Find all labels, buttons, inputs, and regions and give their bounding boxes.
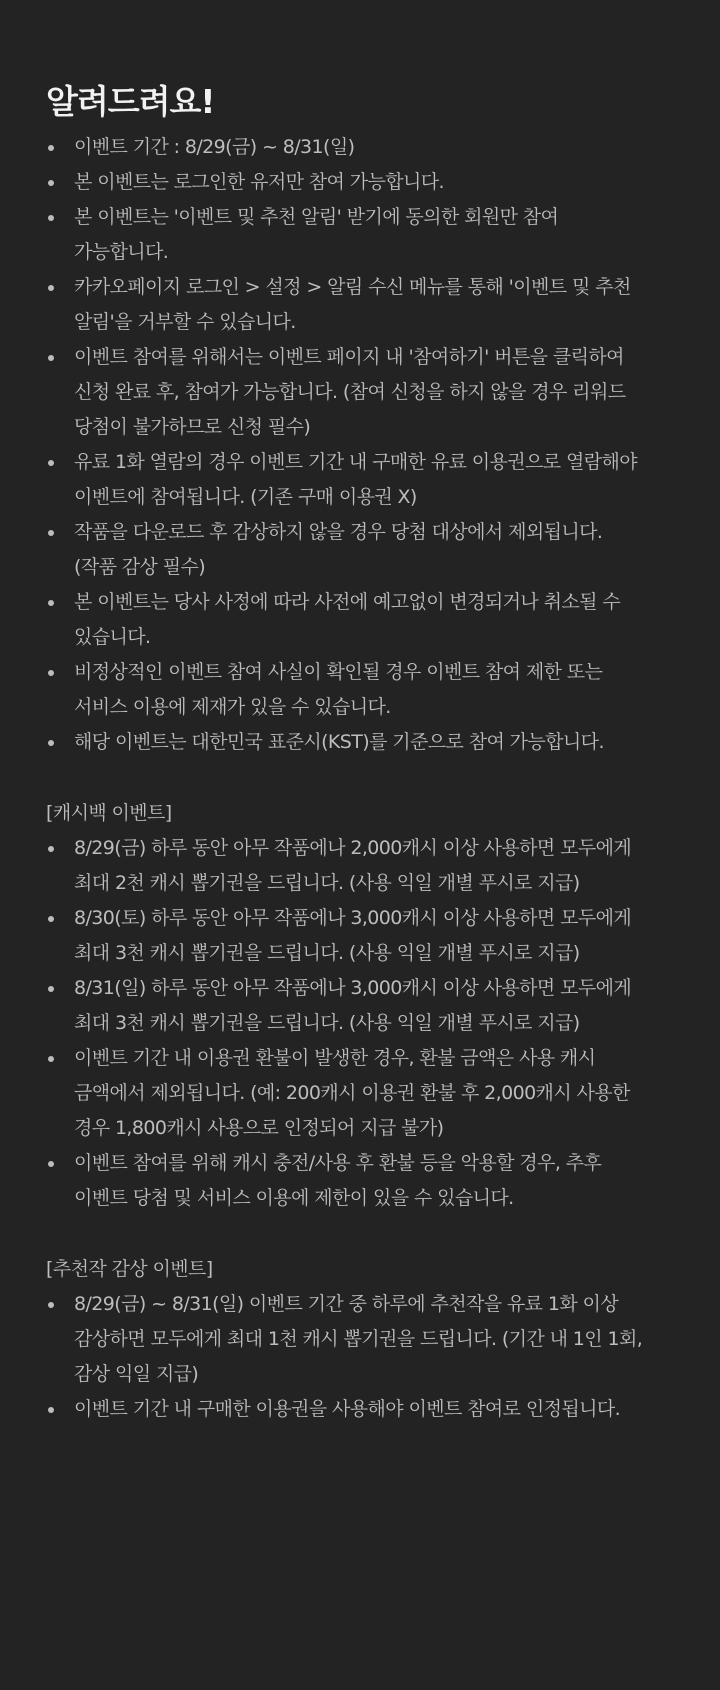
list-item-text: 알림'을 거부할 수 있습니다. xyxy=(74,311,296,333)
list-item xyxy=(46,655,720,725)
list-item-text: (작품 감상 필수) xyxy=(74,556,206,578)
list-item-text: 금액에서 제외됩니다. (예: 200캐시 이용권 환불 후 2,000캐시 사용한 xyxy=(74,1082,630,1104)
notice-list xyxy=(46,130,720,760)
list-item-text: 최대 3천 캐시 뽑기권을 드립니다. (사용 익일 개별 푸시로 지급) xyxy=(74,1012,580,1034)
list-item xyxy=(46,725,720,760)
list-item-text: 8/29(금) ~ 8/31(일) 이벤트 기간 중 하루에 추천작을 유료 1화 이상 xyxy=(74,1293,619,1315)
list-item-text: 작품을 다운로드 후 감상하지 않을 경우 당첨 대상에서 제외됩니다. xyxy=(74,521,603,543)
list-item-text: 본 이벤트는 당사 사정에 따라 사전에 예고없이 변경되거나 취소될 수 xyxy=(74,591,621,613)
recommend-heading: [추천작 감상 이벤트] xyxy=(46,1258,213,1280)
list-item xyxy=(46,515,720,585)
list-item-text: 이벤트 당첨 및 서비스 이용에 제한이 있을 수 있습니다. xyxy=(74,1187,514,1209)
list-item xyxy=(46,901,720,971)
list-item xyxy=(46,831,720,901)
list-item-text: 이벤트에 참여됩니다. (기존 구매 이용권 X) xyxy=(74,486,417,508)
list-item-text: 이벤트 기간 내 구매한 이용권을 사용해야 이벤트 참여로 인정됩니다. xyxy=(74,1398,621,1420)
cashback-list xyxy=(46,831,720,1216)
list-item xyxy=(46,130,720,165)
list-item-text: 이벤트 기간 : 8/29(금) ~ 8/31(일) xyxy=(74,136,355,158)
list-item xyxy=(46,971,720,1041)
list-item xyxy=(46,165,720,200)
cashback-heading: [캐시백 이벤트] xyxy=(46,802,172,824)
list-item xyxy=(46,200,720,270)
list-item-text: 최대 3천 캐시 뽑기권을 드립니다. (사용 익일 개별 푸시로 지급) xyxy=(74,942,580,964)
list-item-text: 이벤트 참여를 위해 캐시 충전/사용 후 환불 등을 악용할 경우, 추후 xyxy=(74,1152,602,1174)
list-item-text: 8/29(금) 하루 동안 아무 작품에나 2,000캐시 이상 사용하면 모두에게 xyxy=(74,837,632,859)
list-item xyxy=(46,445,720,515)
recommend-list xyxy=(46,1287,720,1427)
list-item-text: 있습니다. xyxy=(74,626,151,648)
list-item-text: 당첨이 불가하므로 신청 필수) xyxy=(74,416,311,438)
list-item-text: 본 이벤트는 로그인한 유저만 참여 가능합니다. xyxy=(74,171,444,193)
list-item xyxy=(46,1392,720,1427)
list-item-text: 이벤트 참여를 위해서는 이벤트 페이지 내 '참여하기' 버튼을 클릭하여 xyxy=(74,346,624,368)
list-item-text: 카카오페이지 로그인 > 설정 > 알림 수신 메뉴를 통해 '이벤트 및 추천 xyxy=(74,276,631,298)
list-item xyxy=(46,1041,720,1146)
list-item-text: 서비스 이용에 제재가 있을 수 있습니다. xyxy=(74,696,391,718)
list-item-text: 해당 이벤트는 대한민국 표준시(KST)를 기준으로 참여 가능합니다. xyxy=(74,731,604,753)
list-item-text: 8/30(토) 하루 동안 아무 작품에나 3,000캐시 이상 사용하면 모두에게 xyxy=(74,907,632,929)
list-item-text: 비정상적인 이벤트 참여 사실이 확인될 경우 이벤트 참여 제한 또는 xyxy=(74,661,603,683)
list-item xyxy=(46,270,720,340)
list-item-text: 본 이벤트는 '이벤트 및 추천 알림' 받기에 동의한 회원만 참여 xyxy=(74,206,559,228)
list-item-text: 신청 완료 후, 참여가 가능합니다. (참여 신청을 하지 않을 경우 리워드 xyxy=(74,381,626,403)
list-item xyxy=(46,340,720,445)
notice-title: 알려드려요! xyxy=(46,82,215,121)
list-item-text: 감상 익일 지급) xyxy=(74,1363,199,1385)
list-item-text: 최대 2천 캐시 뽑기권을 드립니다. (사용 익일 개별 푸시로 지급) xyxy=(74,872,580,894)
list-item-text: 감상하면 모두에게 최대 1천 캐시 뽑기권을 드립니다. (기간 내 1인 1회, xyxy=(74,1328,643,1350)
list-item-text: 유료 1화 열람의 경우 이벤트 기간 내 구매한 유료 이용권으로 열람해야 xyxy=(74,451,637,473)
list-item xyxy=(46,1287,720,1392)
list-item xyxy=(46,585,720,655)
list-item-text: 경우 1,800캐시 사용으로 인정되어 지급 불가) xyxy=(74,1117,444,1139)
list-item-text: 가능합니다. xyxy=(74,241,169,263)
list-item xyxy=(46,1146,720,1216)
list-item-text: 8/31(일) 하루 동안 아무 작품에나 3,000캐시 이상 사용하면 모두에게 xyxy=(74,977,632,999)
list-item-text: 이벤트 기간 내 이용권 환불이 발생한 경우, 환불 금액은 사용 캐시 xyxy=(74,1047,596,1069)
